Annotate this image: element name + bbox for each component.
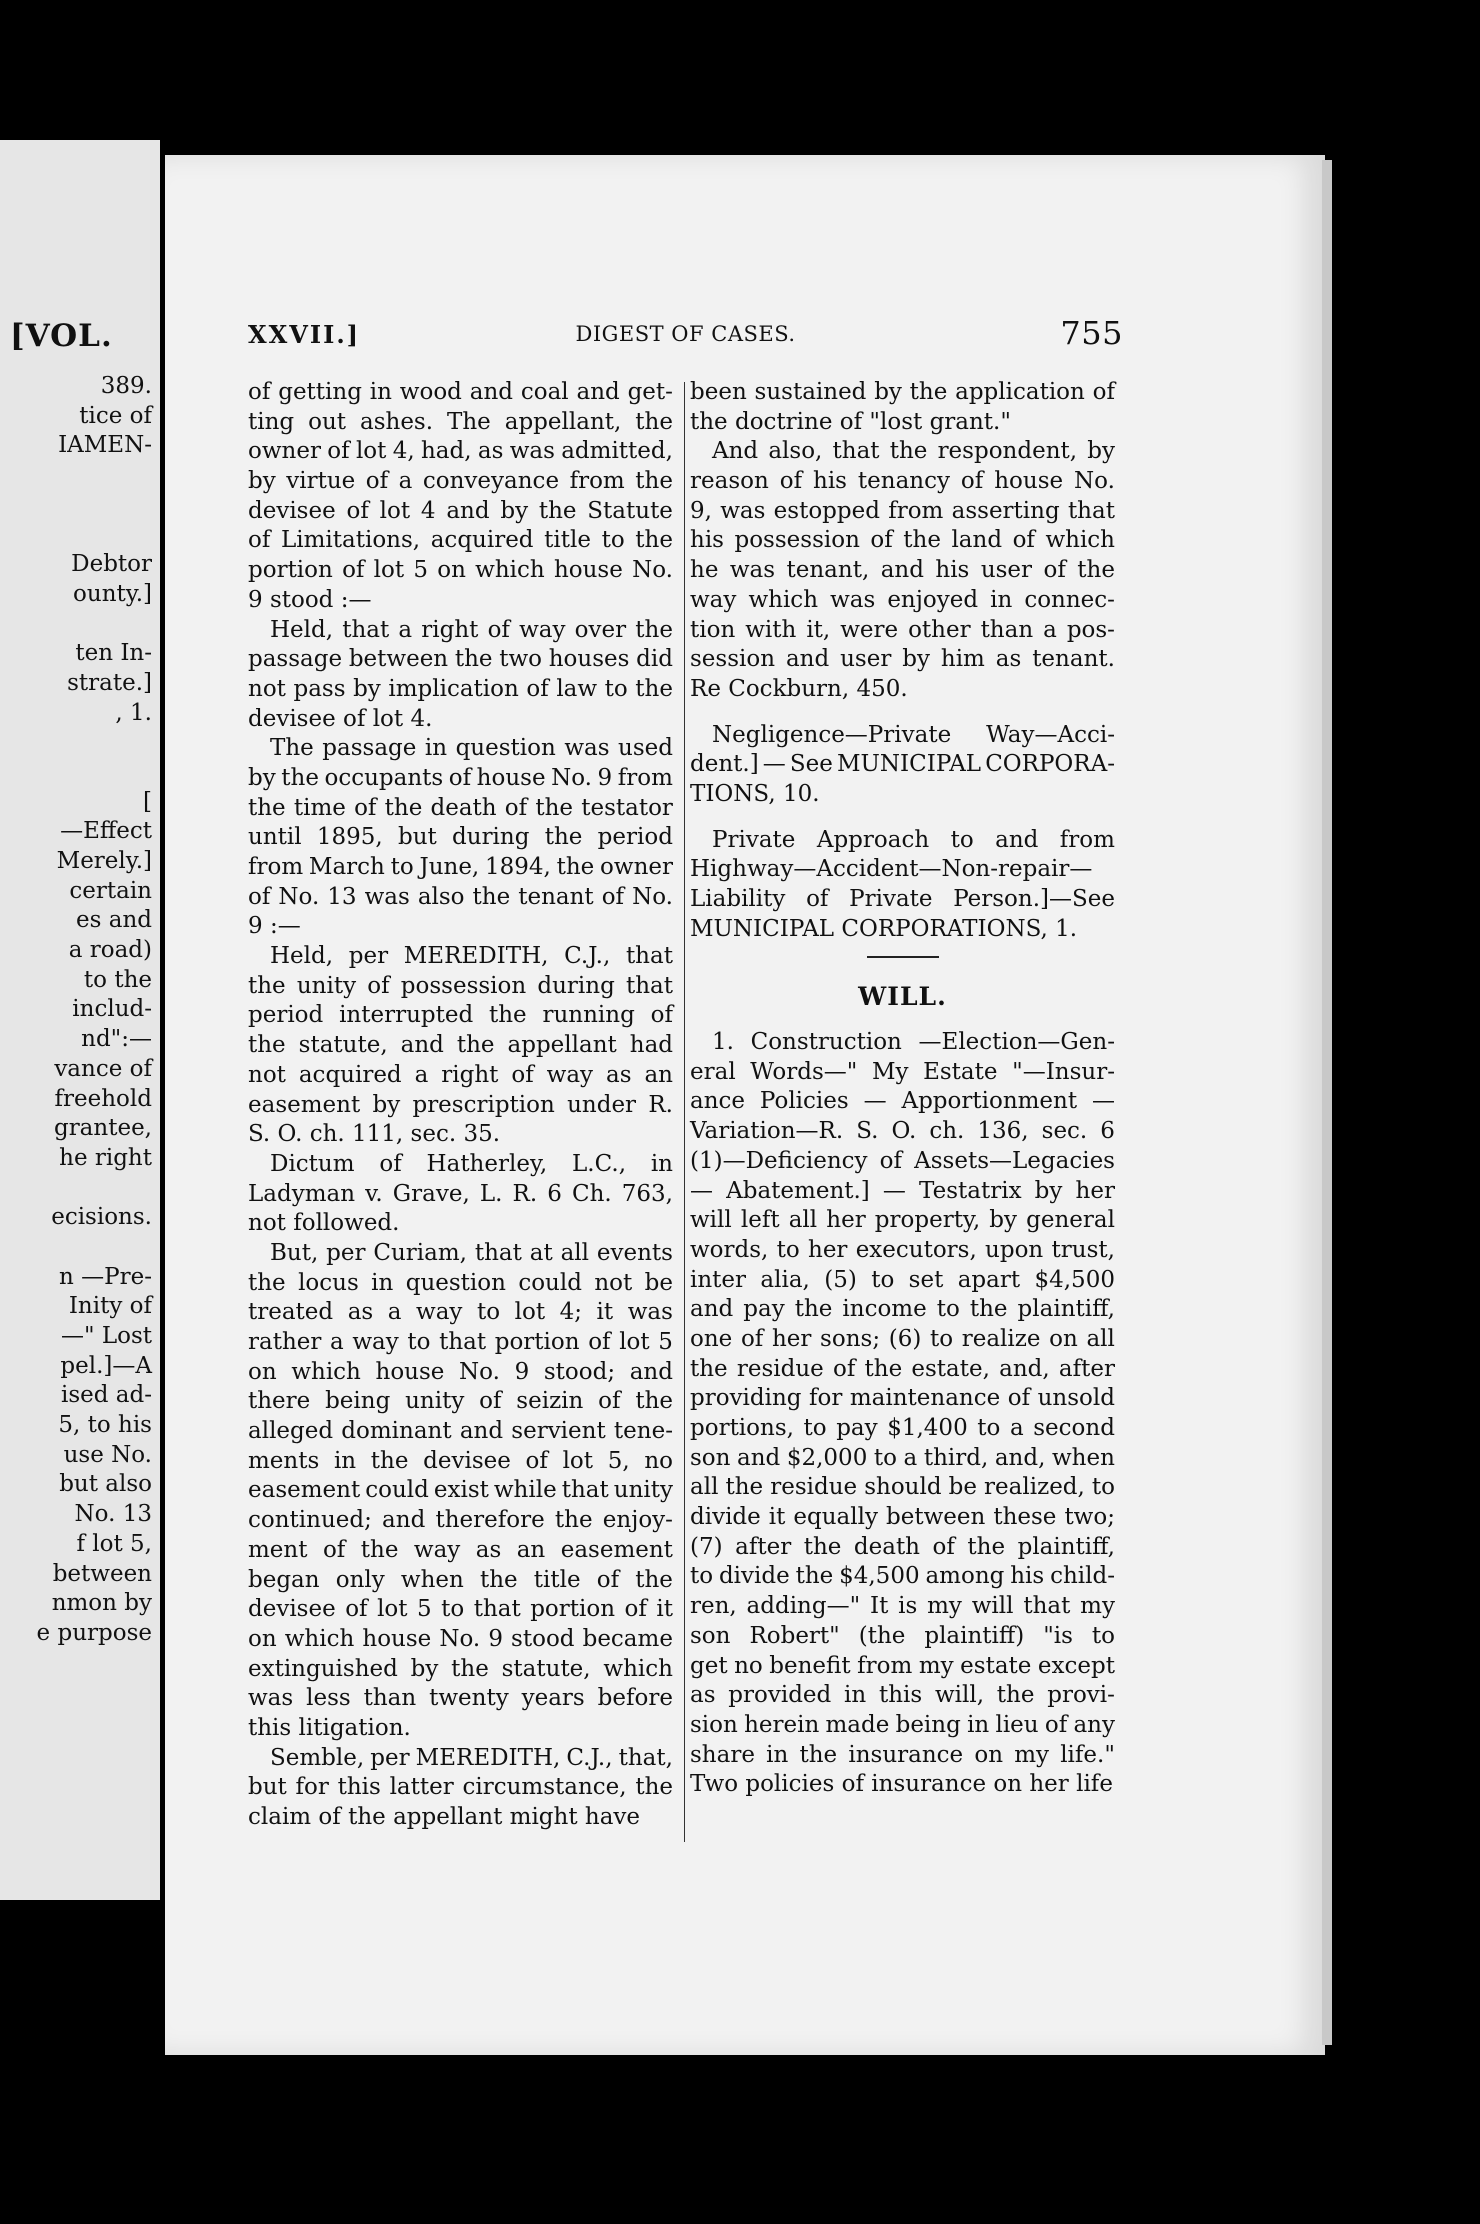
text-line: 9, was estopped from asserting that: [690, 497, 1115, 524]
text-line: and pay the income to the plaintiff,: [690, 1296, 1115, 1323]
text-line: Re Cockburn, 450.: [690, 675, 908, 702]
text-line: MUNICIPAL CORPORATIONS, 1.: [690, 915, 1078, 942]
entry-will-construction: [690, 1028, 1115, 1800]
text-line: Liability of Private Person.]—See: [690, 886, 1115, 912]
facing-page-fragment: use No.: [63, 1441, 152, 1468]
text-line: as provided in this will, the provi-: [690, 1682, 1115, 1709]
facing-page-fragment: nd":—: [81, 1026, 152, 1053]
text-line: was less than twenty years before: [248, 1685, 673, 1712]
facing-page-fragment: ecisions.: [51, 1204, 152, 1231]
facing-page-strip: [0, 140, 160, 1900]
text-line: ment of the way as an easement: [248, 1536, 673, 1563]
facing-page-fragment: 389.: [100, 373, 152, 399]
text-line: TIONS, 10.: [690, 780, 820, 807]
facing-page-fragment: n —Pre-: [59, 1263, 152, 1290]
text-line: of getting in wood and coal and get-: [248, 379, 673, 405]
text-line: claim of the appellant might have: [248, 1804, 641, 1830]
text-line: Held, per MEREDITH, C.J., that: [270, 943, 673, 970]
text-line: reason of his tenancy of house No.: [690, 468, 1115, 495]
facing-page-fragment: between: [52, 1560, 152, 1587]
text-line: been sustained by the application of: [690, 379, 1115, 405]
text-line: there being unity of seizin of the: [248, 1388, 673, 1415]
facing-page-fragment: —" Lost: [60, 1323, 152, 1349]
text-line: And also, that the respondent, by: [712, 438, 1115, 465]
section-rule: [867, 956, 939, 958]
text-line: the unity of possession during that: [248, 972, 673, 999]
facing-page-fragment: e purpose: [36, 1619, 152, 1646]
facing-page-fragment: ounty.]: [73, 580, 152, 607]
text-line: continued; and therefore the enjoy-: [248, 1507, 673, 1534]
text-line: until 1895, but during the period: [248, 824, 673, 851]
text-line: sion herein made being in lieu of any: [690, 1711, 1115, 1738]
facing-page-fragment: he right: [59, 1144, 152, 1171]
facing-page-fragment: No. 13: [74, 1501, 152, 1528]
text-line: inter alia, (5) to set apart $4,500: [690, 1266, 1115, 1293]
text-line: portions, to pay $1,400 to a second: [690, 1415, 1115, 1441]
text-line: extinguished by the statute, which: [248, 1655, 673, 1682]
text-line: devisee of lot 5 to that portion of it: [248, 1596, 673, 1623]
left-column: [248, 378, 673, 1833]
running-header: [248, 314, 1123, 360]
facing-page-fragment: [2, 461, 152, 491]
text-line: from March to June, 1894, the owner: [248, 854, 673, 880]
text-line: rather a way to that portion of lot 5: [248, 1329, 673, 1355]
text-line: Semble, per MEREDITH, C.J., that,: [270, 1744, 673, 1771]
text-line: of Limitations, acquired title to the: [248, 527, 673, 554]
text-line: the residue of the estate, and, after: [690, 1355, 1115, 1382]
text-line: his possession of the land of which: [690, 527, 1115, 554]
text-line: devisee of lot 4 and by the Statute: [248, 497, 673, 524]
right-column: [690, 378, 1115, 1800]
text-line: son Robert" (the plaintiff) "is to: [690, 1622, 1115, 1649]
text-line: passage between the two houses did: [248, 646, 673, 673]
facing-page-fragment: freehold: [54, 1085, 152, 1112]
page-edge: [1322, 160, 1332, 2045]
text-line: 9 :—: [248, 913, 301, 940]
text-line: Dictum of Hatherley, L.C., in: [270, 1150, 673, 1177]
text-line: But, per Curiam, that at all events: [270, 1239, 673, 1266]
text-line: easement by prescription under R.: [248, 1091, 673, 1118]
text-line: portion of lot 5 on which house No.: [248, 557, 673, 584]
facing-page-fragment: to the: [83, 966, 152, 993]
facing-page-fragment: grantee,: [53, 1115, 152, 1142]
facing-page-fragment: vance of: [54, 1055, 152, 1082]
running-title: DIGEST OF CASES.: [575, 322, 796, 346]
text-line: Held, that a right of way over the: [270, 616, 673, 643]
text-line: treated as a way to lot 4; it was: [248, 1299, 673, 1326]
text-line: Variation—R. S. O. ch. 136, sec. 6: [690, 1118, 1115, 1145]
text-line: eral Words—" My Estate "—Insur-: [690, 1058, 1115, 1085]
facing-page-fragment: a road): [68, 937, 152, 964]
text-line: on which house No. 9 stood; and: [248, 1358, 673, 1385]
text-line: get no benefit from my estate except: [690, 1652, 1115, 1679]
text-line: ance Policies — Apportionment —: [690, 1088, 1115, 1115]
text-line: owner of lot 4, had, as was admitted,: [248, 438, 673, 465]
text-line: the statute, and the appellant had: [248, 1032, 673, 1059]
text-line: all the residue should be realized, to: [690, 1474, 1115, 1501]
text-line: not pass by implication of law to the: [248, 675, 673, 702]
facing-page-fragment: but also: [59, 1471, 152, 1498]
text-line: Private Approach to and from: [712, 826, 1115, 853]
facing-page-fragment: tice of: [79, 402, 152, 429]
text-line: will left all her property, by general: [690, 1207, 1115, 1234]
facing-page-fragment: ten In-: [75, 640, 152, 667]
facing-page-fragment: [2, 728, 152, 758]
text-line: easement could exist while that unity: [248, 1477, 673, 1504]
facing-page-fragment: pel.]—A: [60, 1352, 152, 1379]
facing-page-fragment: [2, 758, 152, 788]
facing-page-fragment: [: [143, 788, 152, 815]
facing-page-fragment: nmon by: [51, 1590, 152, 1617]
text-line: — Abatement.] — Testatrix by her: [690, 1177, 1115, 1204]
facing-page-fragment: strate.]: [67, 669, 152, 696]
text-line: period interrupted the running of: [248, 1002, 673, 1029]
facing-page-fragments: [2, 372, 152, 1649]
text-line: alleged dominant and servient tene-: [248, 1418, 673, 1445]
text-line: ting out ashes. The appellant, the: [248, 408, 673, 435]
text-line: Two policies of insurance on her life: [690, 1771, 1113, 1798]
volume-label: XXVII.]: [248, 320, 361, 349]
text-line: the time of the death of the testator: [248, 794, 673, 821]
text-line: one of her sons; (6) to realize on all: [690, 1325, 1115, 1352]
facing-page-fragment: ised ad-: [60, 1382, 152, 1409]
text-line: tion with it, were other than a pos-: [690, 616, 1115, 643]
text-line: devisee of lot 4.: [248, 705, 433, 732]
text-line: share in the insurance on my life.": [690, 1741, 1115, 1768]
text-line: not followed.: [248, 1210, 400, 1237]
page-number: 755: [1060, 314, 1123, 352]
text-line: the doctrine of "lost grant.": [690, 408, 1011, 435]
facing-page-fragment: [2, 1174, 152, 1204]
text-line: to divide the $4,500 among his child-: [690, 1563, 1115, 1590]
facing-page-fragment: includ-: [72, 996, 152, 1023]
facing-page-fragment: Merely.]: [56, 848, 152, 874]
facing-page-header: [VOL.: [10, 318, 113, 354]
text-line: this litigation.: [248, 1714, 411, 1741]
facing-page-fragment: es and: [76, 907, 152, 934]
column-divider: [684, 382, 685, 1842]
section-heading-will: WILL.: [858, 982, 947, 1012]
facing-page-fragment: Inity of: [68, 1293, 152, 1320]
text-line: way which was enjoyed in connec-: [690, 586, 1115, 613]
text-line: divide it equally between these two;: [690, 1504, 1115, 1531]
text-line: Highway—Accident—Non-repair—: [690, 856, 1093, 883]
entry-private-approach: [690, 826, 1115, 945]
paragraph-lost-grant: [690, 378, 1115, 705]
text-line: words, to her executors, upon trust,: [690, 1236, 1115, 1263]
text-line: 9 stood :—: [248, 586, 372, 613]
text-line: the locus in question could not be: [248, 1269, 673, 1296]
text-line: began only when the title of the: [248, 1566, 673, 1593]
facing-page-fragment: f lot 5,: [76, 1530, 152, 1557]
text-line: by the occupants of house No. 9 from: [248, 764, 673, 791]
facing-page-fragment: 5, to his: [58, 1412, 152, 1439]
facing-page-fragment: IAMEN-: [58, 432, 152, 459]
text-line: Ladyman v. Grave, L. R. 6 Ch. 763,: [248, 1180, 673, 1207]
text-line: The passage in question was used: [270, 735, 673, 762]
entry-negligence-private-way: [690, 721, 1115, 810]
text-line: S. O. ch. 111, sec. 35.: [248, 1121, 501, 1148]
facing-page-fragment: Debtor: [71, 551, 152, 578]
text-line: Negligence—Private Way—Acci-: [712, 721, 1115, 748]
facing-page-fragment: —Effect: [60, 818, 152, 845]
facing-page-fragment: [2, 491, 152, 521]
text-line: ren, adding—" It is my will that my: [690, 1593, 1115, 1620]
text-line: (1)—Deficiency of Assets—Legacies: [690, 1147, 1115, 1174]
text-line: ments in the devisee of lot 5, no: [248, 1447, 673, 1474]
text-line: session and user by him as tenant.: [690, 646, 1115, 673]
text-line: not acquired a right of way as an: [248, 1061, 673, 1088]
text-line: 1. Construction —Election—Gen-: [712, 1029, 1115, 1056]
facing-page-fragment: [2, 520, 152, 550]
text-line: but for this latter circumstance, the: [248, 1774, 673, 1801]
text-line: on which house No. 9 stood became: [248, 1625, 673, 1652]
facing-page-fragment: certain: [69, 877, 152, 904]
facing-page-fragment: [2, 610, 152, 640]
text-line: son and $2,000 to a third, and, when: [690, 1444, 1115, 1471]
text-line: of No. 13 was also the tenant of No.: [248, 883, 673, 910]
text-line: by virtue of a conveyance from the: [248, 468, 673, 495]
text-line: dent.] — See MUNICIPAL CORPORA-: [690, 751, 1115, 778]
text-line: (7) after the death of the plaintiff,: [690, 1533, 1115, 1560]
text-line: he was tenant, and his user of the: [690, 557, 1115, 584]
facing-page-fragment: , 1.: [115, 699, 152, 726]
text-line: providing for maintenance of unsold: [690, 1385, 1115, 1412]
facing-page-fragment: [2, 1233, 152, 1263]
